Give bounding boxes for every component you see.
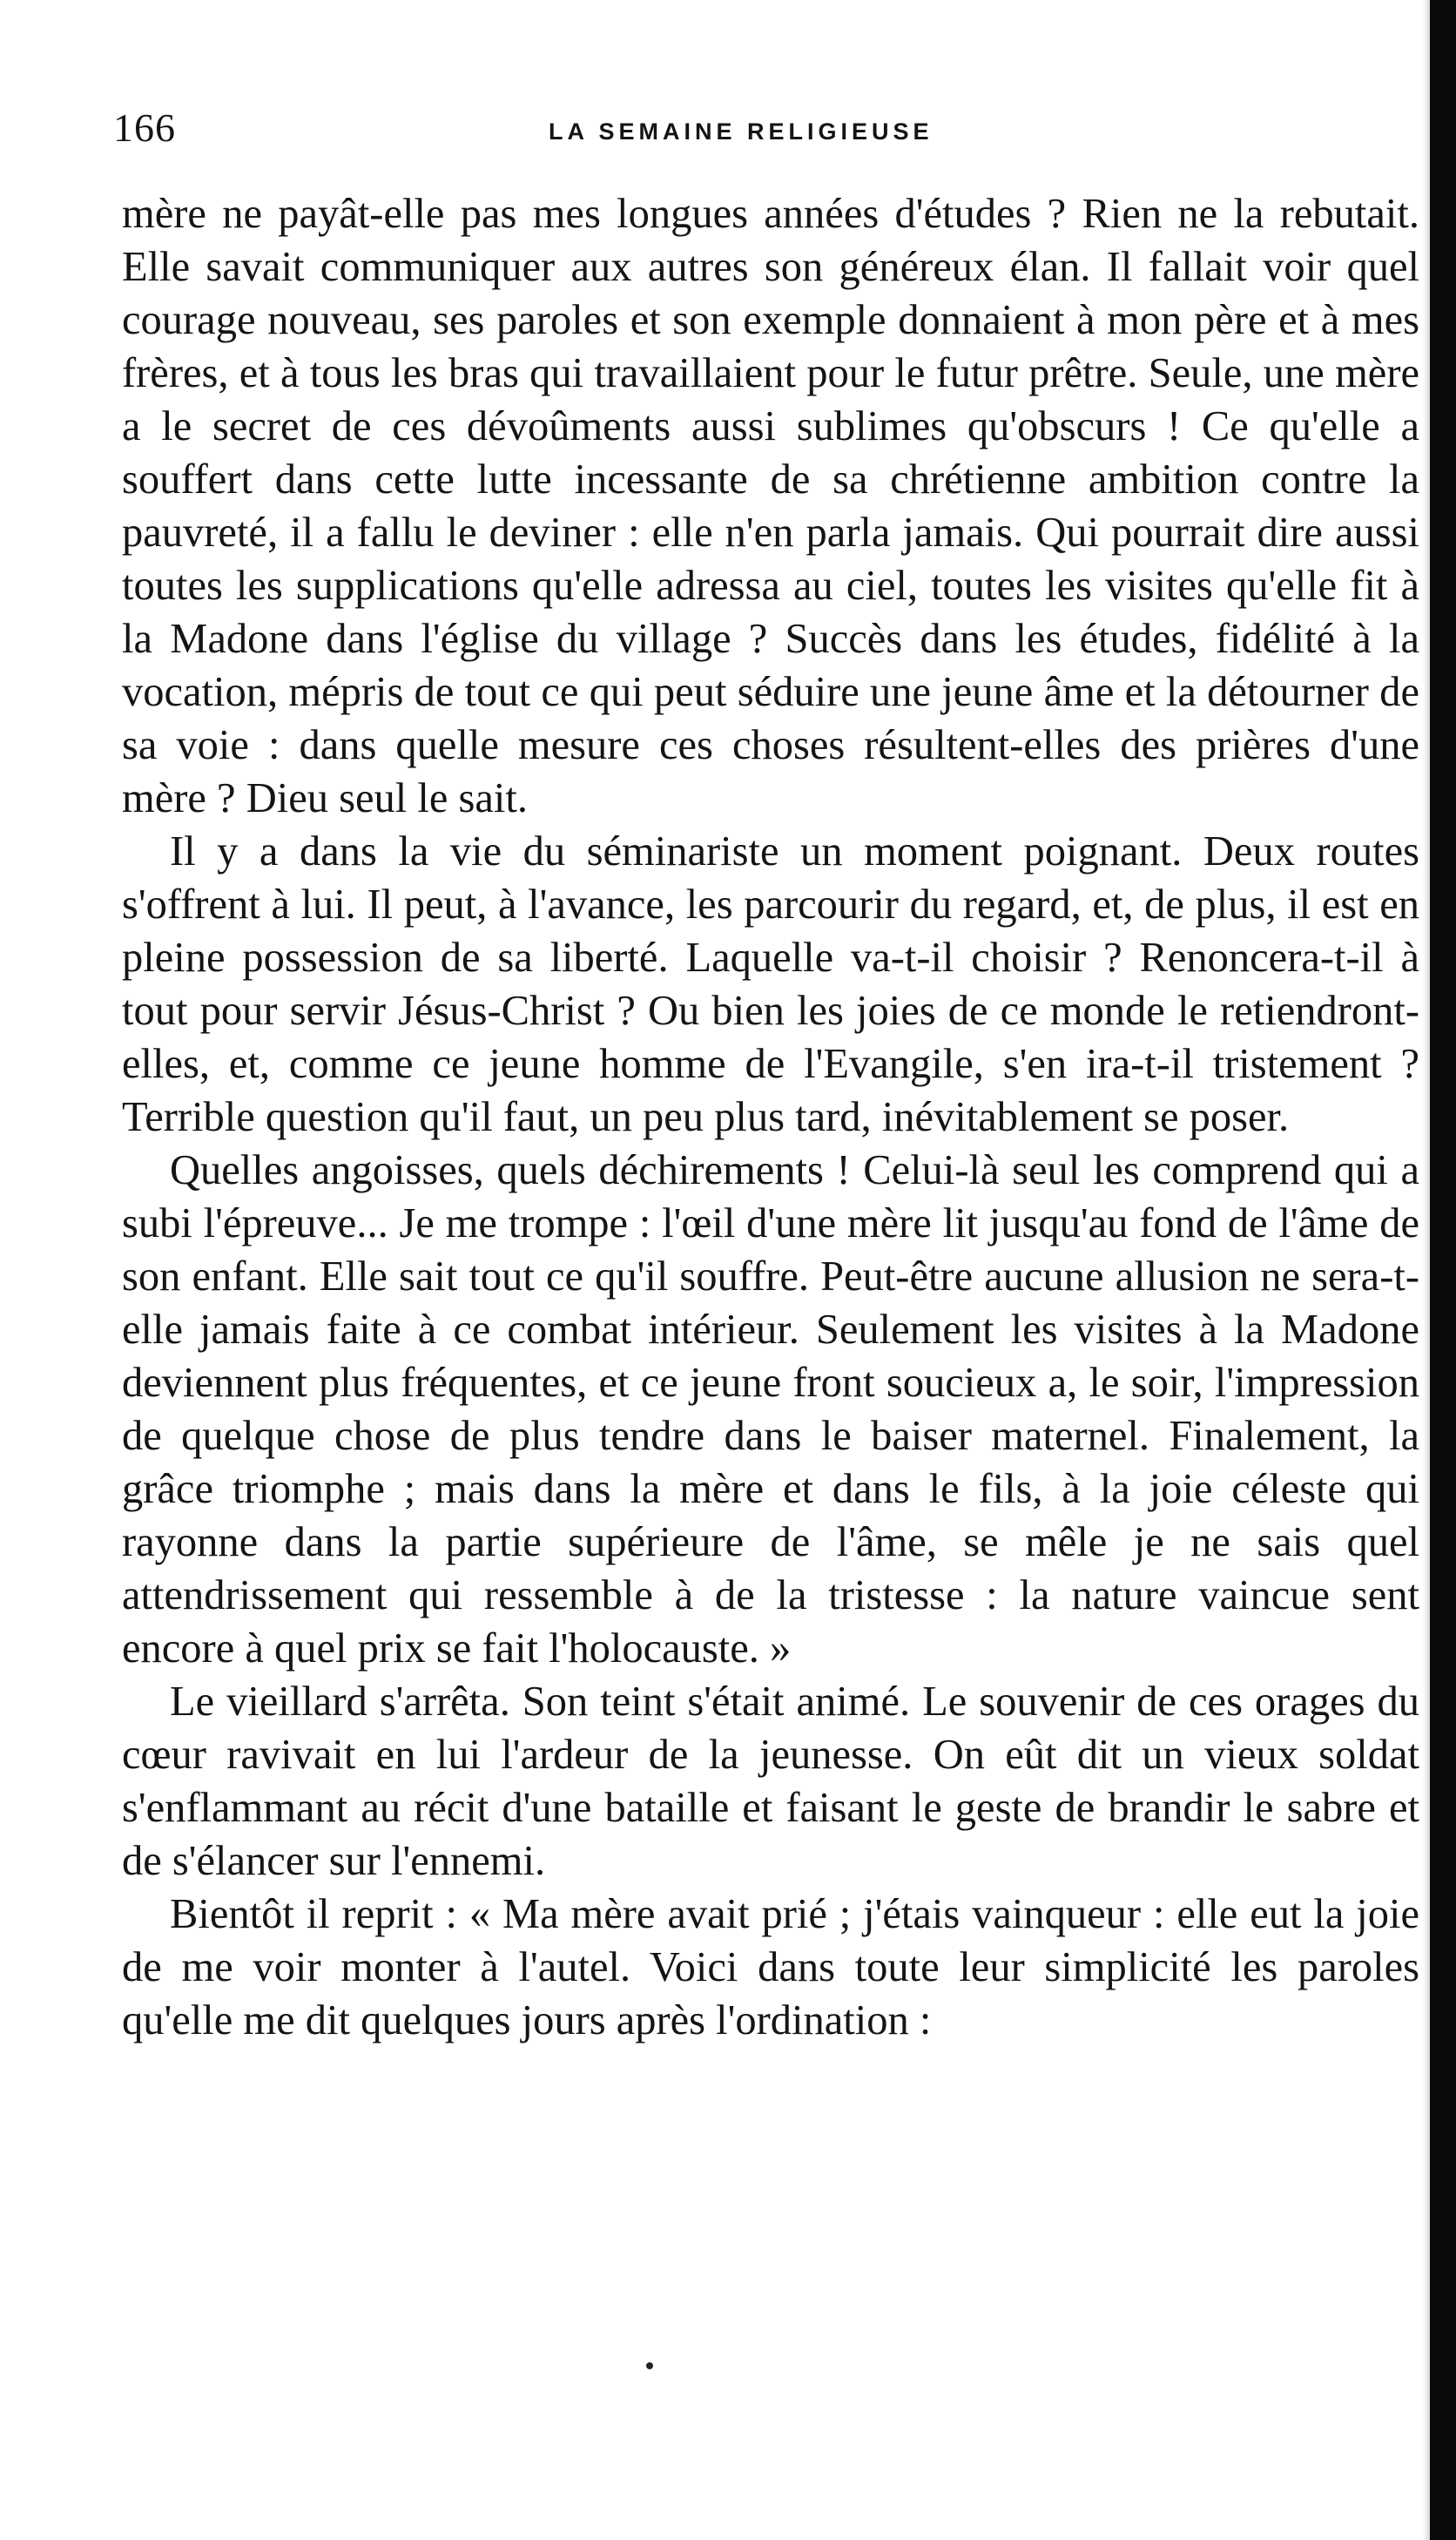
paragraph-ordination: Bientôt il reprit : « Ma mère avait prié ; j'étais vainqueur : elle eut la joie de me voir monter à l'autel. Voici dans toute leur simplicité les paroles qu'elle me dit quelques jours après l'ordination : <box>122 1891 1419 2043</box>
scan-edge-shadow <box>1423 0 1430 2540</box>
body-text <box>122 187 1419 2417</box>
running-head <box>113 105 1419 166</box>
paragraph-continued: mère ne payât-elle pas mes longues années d'études ? Rien ne la rebutait. Elle savait communiquer aux autres son généreux élan. Il fallait voir quel courage nouveau, ses paroles et son exemple donnaient à mon père et à mes frères, et à tous les bras qui travaillaient pour le futur prêtre. Seule, une mère a le secret de ces dévoûments aussi sublimes qu'obscurs ! Ce qu'elle a souffert dans cette lutte incessante de sa chrétienne ambition contre la pauvreté, il a fallu le deviner : elle n'en parla jamais. Qui pourrait dire aussi toutes les supplications qu'elle adressa au ciel, toutes les visites qu'elle fit à la Madone dans l'église du village ? Succès dans les études, fidélité à la vocation, mépris de tout ce qui peut séduire une jeune âme et la détourner de sa voie : dans quelle mesure ces choses résultent-elles des prières d'une mère ? Dieu seul le sait. <box>122 191 1419 821</box>
paragraph-seminarian: Il y a dans la vie du séminariste un moment poignant. Deux routes s'offrent à lui. Il peut, à l'avance, les parcourir du regard, et, de plus, il est en pleine possession de sa liberté. Laquelle va-t-il choisir ? Renoncera-t-il à tout pour servir Jésus-Christ ? Ou bien les joies de ce monde le retiendront-elles, et, comme ce jeune homme de l'Evangile, s'en ira-t-il tristement ? Terrible question qu'il faut, un peu plus tard, inévitablement se poser. <box>122 828 1419 1140</box>
scan-edge <box>1430 0 1456 2540</box>
ink-speck <box>646 2362 653 2369</box>
paragraph-anguish: Quelles angoisses, quels déchirements ! Celui-là seul les comprend qui a subi l'épreuve... Je me trompe : l'œil d'une mère lit jusqu'au fond de l'âme de son enfant. Elle sait tout ce qu'il souffre. Peut-être aucune allusion ne sera-t-elle jamais faite à ce combat intérieur. Seulement les visites à la Madone deviennent plus fréquentes, et ce jeune front soucieux a, le soir, l'impression de quelque chose de plus tendre dans le baiser maternel. Finalement, la grâce triomphe ; mais dans la mère et dans le fils, à la joie céleste qui rayonne dans la partie supérieure de l'âme, se mêle je ne sais quel attendrissement qui ressemble à de la tristesse : la nature vaincue sent encore à quel prix se fait l'holocauste. » <box>122 1147 1419 1672</box>
paragraph-old-man: Le vieillard s'arrêta. Son teint s'était animé. Le souvenir de ces orages du cœur ravivait en lui l'ardeur de la jeunesse. On eût dit un vieux soldat s'enflammant au récit d'une bataille et faisant le geste de brandir le sabre et de s'élancer sur l'ennemi. <box>122 1679 1419 1884</box>
page-number: 166 <box>113 105 176 150</box>
journal-title: LA SEMAINE RELIGIEUSE <box>549 118 934 145</box>
